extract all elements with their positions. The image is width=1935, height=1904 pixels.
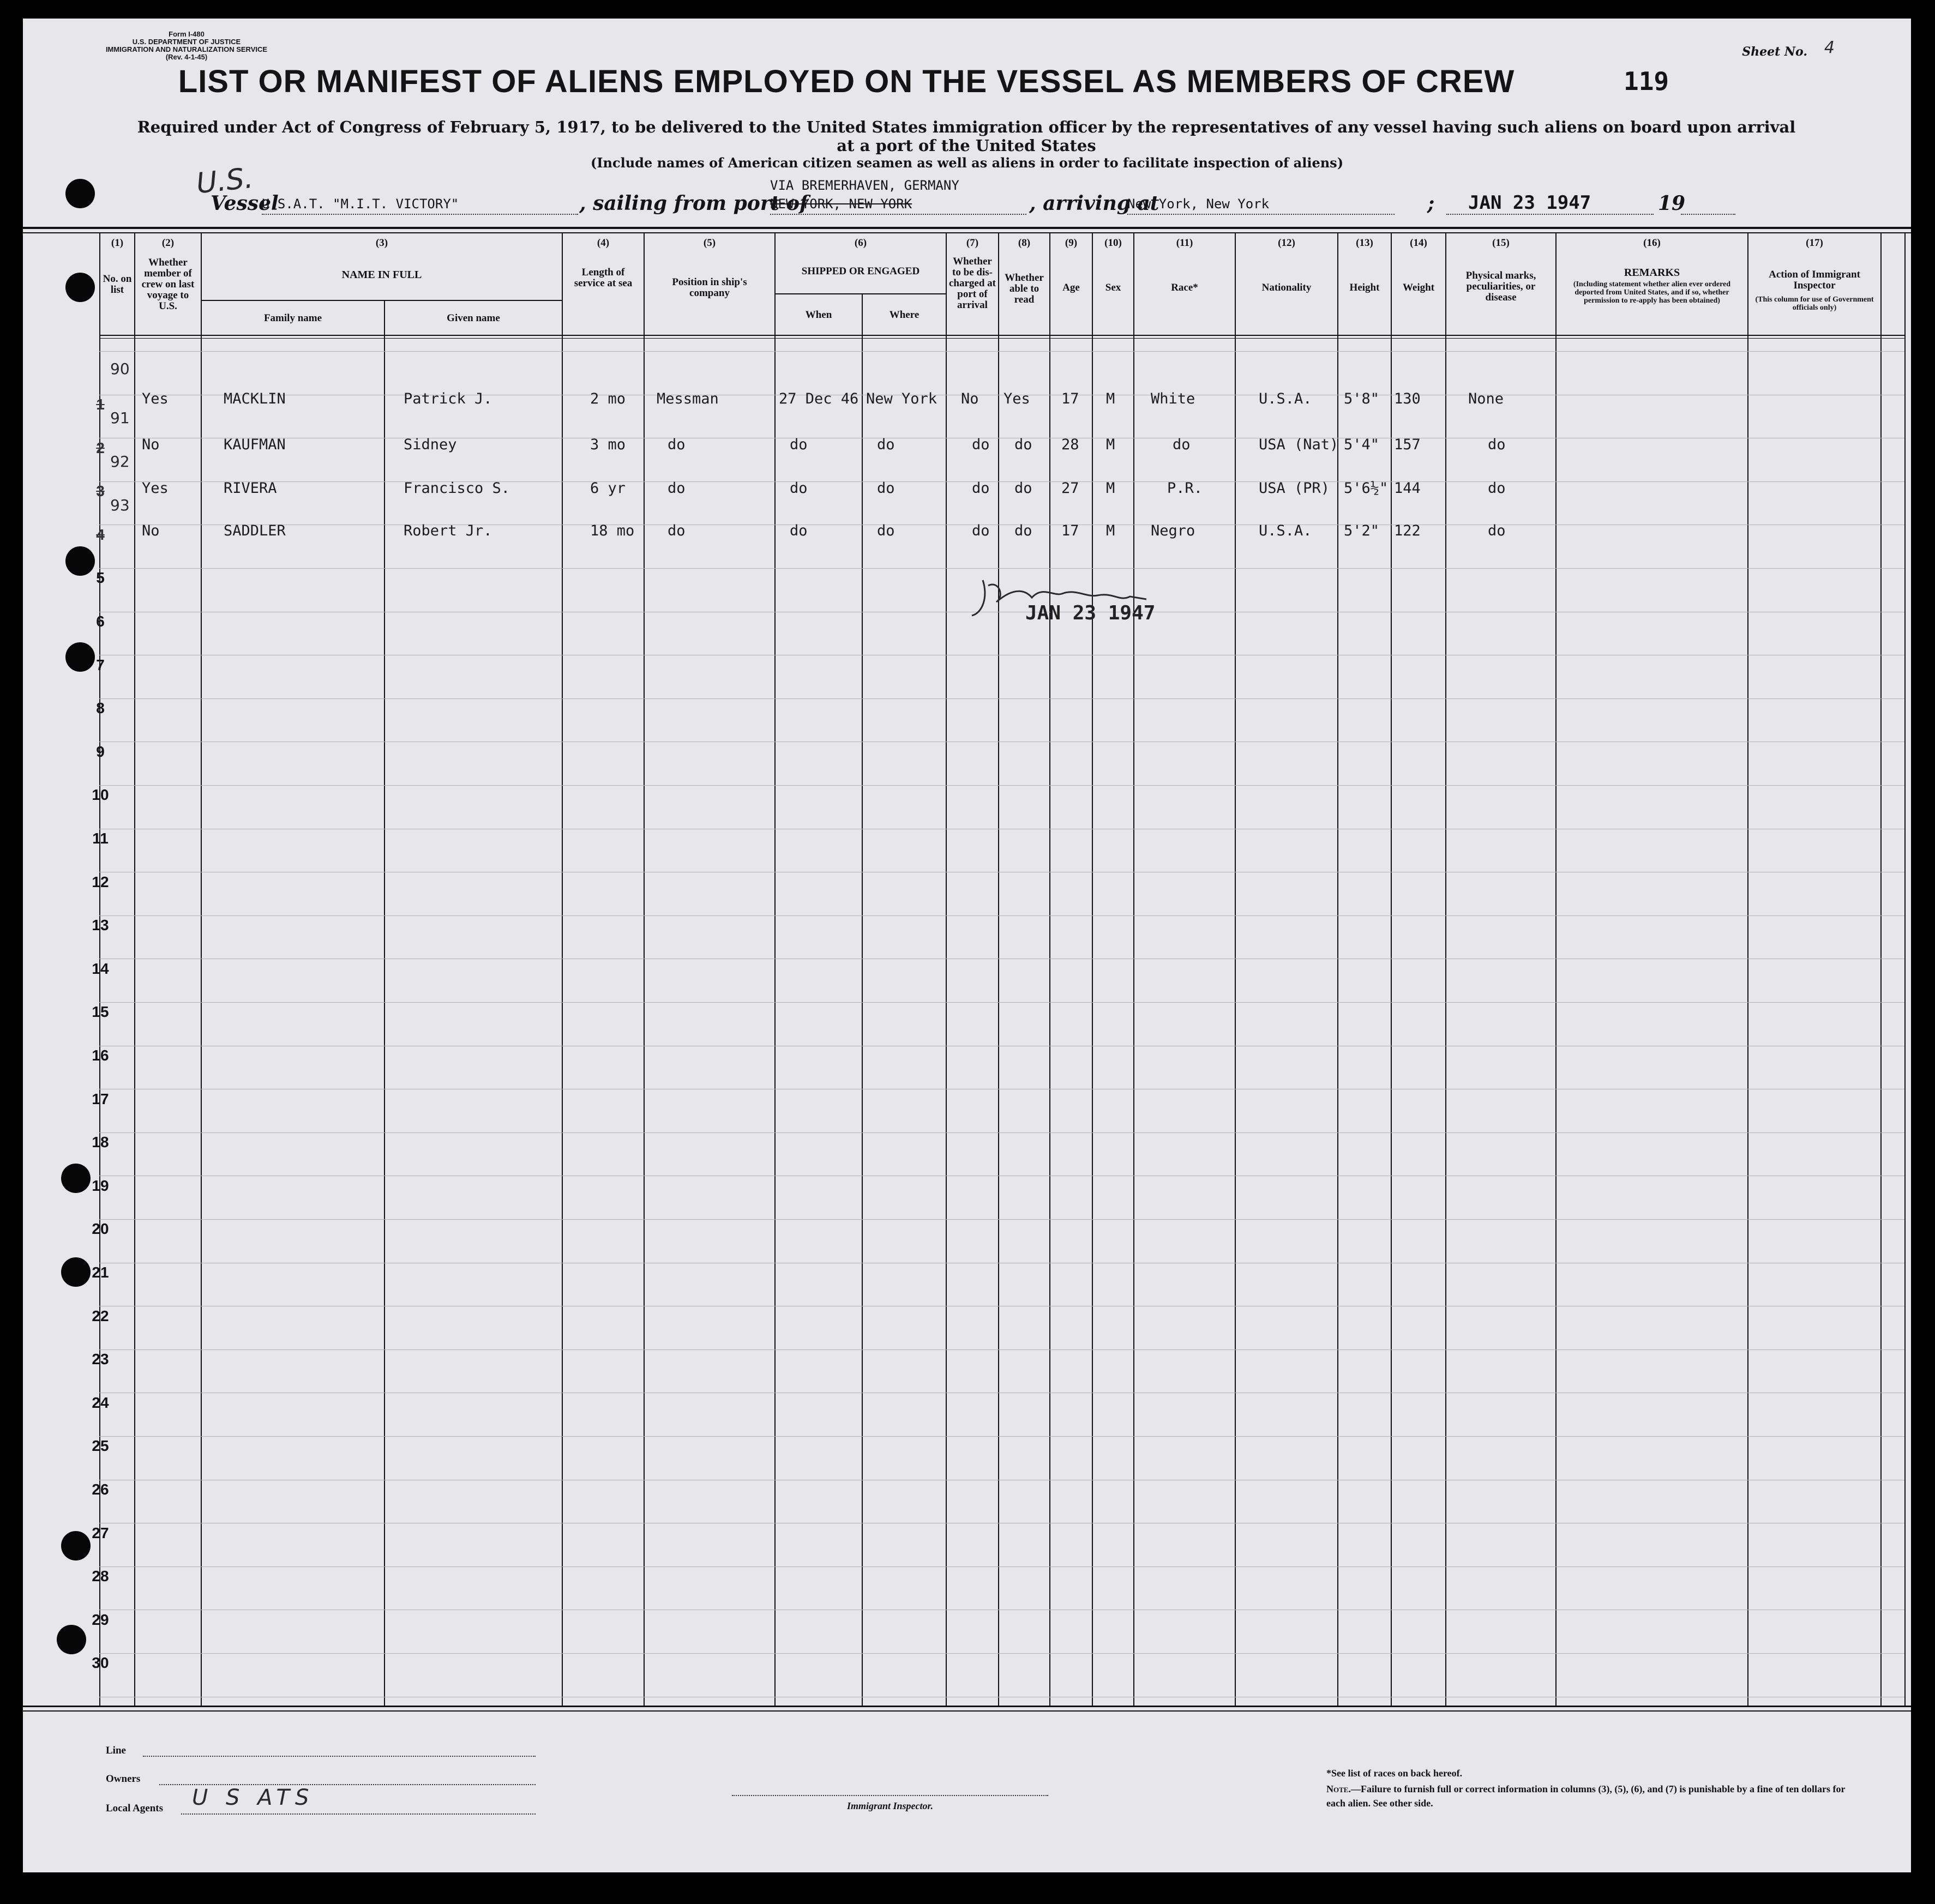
entry-weight: 130: [1394, 390, 1421, 407]
row-number: 21: [92, 1264, 109, 1281]
row-number: 11: [92, 830, 109, 847]
entry-given: Sidney: [404, 436, 457, 453]
col-8-label: Whether able to read: [1005, 272, 1044, 305]
col-16-note: (Including statement whether alien ever ordered deported from United States, and if so, whether permission to re-apply has been obtained): [1573, 280, 1731, 305]
department-name: U.S. DEPARTMENT OF JUSTICE: [132, 38, 241, 46]
entry-family: RIVERA: [224, 480, 277, 497]
arrival-date-stamp: JAN 23 1947: [1468, 192, 1591, 214]
handwritten-us-mark: U.S.: [195, 161, 255, 201]
ruled-line: [99, 698, 1904, 699]
entry-race: Negro: [1151, 522, 1195, 539]
col-5-label: Position in ship's company: [672, 276, 747, 299]
handwritten-list-number: 92: [110, 453, 130, 471]
col-13-label: Height: [1349, 282, 1380, 293]
ruled-line: [99, 351, 1904, 352]
row-number: 28: [92, 1568, 109, 1585]
col-9-number: (9): [1065, 237, 1078, 249]
punch-hole: [65, 179, 95, 208]
local-agents-label: Local Agents: [106, 1803, 164, 1814]
col-4-number: (4): [597, 237, 610, 249]
entry-marks: do: [1488, 436, 1506, 453]
entry-prior: Yes: [142, 480, 169, 497]
entry-when: do: [790, 480, 808, 497]
col-12-label: Nationality: [1261, 282, 1312, 293]
ruled-line: [99, 481, 1904, 482]
entry-height: 5'6½": [1344, 480, 1389, 497]
entry-nationality: U.S.A.: [1259, 390, 1312, 407]
entry-race: do: [1173, 436, 1191, 453]
vessel-label: Vessel: [211, 192, 279, 215]
col-1-number: (1): [111, 237, 124, 249]
col-14-label: Weight: [1402, 282, 1435, 293]
col-12-number: (12): [1278, 237, 1295, 249]
entry-when: do: [790, 436, 808, 453]
entry-when: do: [790, 522, 808, 539]
entry-service: 2 mo: [590, 390, 626, 407]
entry-sex: M: [1106, 390, 1115, 407]
vessel-name: U.S.A.T. "M.I.T. VICTORY": [262, 196, 459, 212]
col-6-number: (6): [854, 237, 867, 249]
col-17-label: Action of Immigrant Inspector: [1769, 269, 1860, 291]
col-1-label: No. on list: [103, 273, 132, 296]
entry-where: do: [877, 480, 895, 497]
ruled-line: [99, 1566, 1904, 1567]
entry-sex: M: [1106, 436, 1115, 453]
entry-sex: M: [1106, 522, 1115, 539]
requirement-text: Required under Act of Congress of February 5, 1917, to be delivered to the United States immigration officer by the representatives of any vessel having such aliens on board upon arrival at a port of the United States: [137, 118, 1796, 155]
departure-port-struck: NEW YORK, NEW YORK: [770, 196, 912, 212]
form-identifier: [88, 31, 285, 61]
entry-age: 17: [1061, 390, 1079, 407]
row-number: 10: [92, 786, 109, 804]
entry-nationality: U.S.A.: [1259, 522, 1312, 539]
row-number: 3: [96, 483, 105, 500]
sheet-number-value: 4: [1824, 38, 1835, 57]
entry-nationality: USA (PR): [1259, 480, 1330, 497]
col-5-number: (5): [703, 237, 716, 249]
entry-weight: 122: [1394, 522, 1421, 539]
row-number: 6: [96, 613, 105, 630]
col-13-number: (13): [1356, 237, 1373, 249]
row-number: 25: [92, 1437, 109, 1455]
immigrant-inspector-label: Immigrant Inspector.: [846, 1800, 934, 1811]
entry-discharged: do: [972, 436, 990, 453]
race-note: *See list of races on back hereof.: [1326, 1768, 1463, 1779]
inspection-date-stamp: JAN 23 1947: [1025, 602, 1156, 624]
owners-label: Owners: [106, 1773, 141, 1785]
col-16-label: REMARKS: [1624, 267, 1680, 279]
sheet-number-label: Sheet No.: [1742, 45, 1807, 59]
col-16-number: (16): [1643, 237, 1661, 249]
entry-position: do: [668, 522, 686, 539]
row-number: 27: [92, 1524, 109, 1541]
entry-position: Messman: [657, 390, 719, 407]
row-number: 7: [96, 656, 105, 673]
col-10-number: (10): [1104, 237, 1122, 249]
row-number: 24: [92, 1394, 109, 1411]
entry-age: 27: [1061, 480, 1079, 497]
penalty-note: [1326, 1782, 1850, 1810]
row-number: 20: [92, 1220, 109, 1238]
revision-date: (Rev. 4-1-45): [165, 53, 208, 61]
row-number: 14: [92, 960, 109, 977]
entry-height: 5'4": [1344, 436, 1380, 453]
local-agents-value: U S ATS: [192, 1785, 315, 1810]
entry-marks: do: [1488, 480, 1506, 497]
line-label: Line: [106, 1745, 126, 1756]
arrival-port: New York, New York: [1127, 196, 1270, 212]
entry-where: do: [877, 522, 895, 539]
entry-read: do: [1014, 522, 1032, 539]
col-4-label: Length of service at sea: [574, 267, 633, 289]
row-number: 26: [92, 1481, 109, 1498]
col-15-number: (15): [1492, 237, 1510, 249]
row-number: 22: [92, 1307, 109, 1324]
entry-marks: None: [1468, 390, 1504, 407]
col-6-when: When: [805, 309, 832, 321]
col-8-number: (8): [1018, 237, 1031, 249]
row-number: 16: [92, 1047, 109, 1064]
row-number: 15: [92, 1003, 109, 1021]
entry-discharged: No: [961, 390, 979, 407]
entry-family: MACKLIN: [224, 390, 286, 407]
entry-read: do: [1014, 436, 1032, 453]
entry-nationality: USA (Nat): [1259, 436, 1339, 453]
ruled-line: [99, 1436, 1904, 1437]
ruled-line: [99, 1653, 1904, 1654]
row-number: 23: [92, 1351, 109, 1368]
col-2-label: Whether member of crew on last voyage to U.S.: [141, 257, 195, 312]
ruled-line: [99, 785, 1904, 786]
col-3-family-name: Family name: [263, 312, 322, 324]
departure-via-note: VIA BREMERHAVEN, GERMANY: [770, 178, 959, 193]
row-number: 4: [96, 526, 105, 543]
entry-sex: M: [1106, 480, 1115, 497]
entry-prior: No: [142, 436, 160, 453]
entry-position: do: [668, 480, 686, 497]
entry-where: do: [877, 436, 895, 453]
page-title: LIST OR MANIFEST OF ALIENS EMPLOYED ON THE VESSEL AS MEMBERS OF CREW: [178, 64, 1515, 99]
entry-service: 18 mo: [590, 522, 635, 539]
entry-weight: 157: [1394, 436, 1421, 453]
entry-where: New York: [866, 390, 938, 407]
col-9-label: Age: [1062, 282, 1080, 293]
entry-height: 5'8": [1344, 390, 1380, 407]
ruled-line: [99, 1132, 1904, 1133]
row-number: 5: [96, 569, 105, 587]
form-number: Form I-480: [169, 30, 205, 38]
note-text: —Failure to furnish full or correct information in columns (3), (5), (6), and (7) is punishable by a fine of ten dollars for each alien. See other side.: [1326, 1784, 1846, 1809]
entry-weight: 144: [1394, 480, 1421, 497]
entry-marks: do: [1488, 522, 1506, 539]
row-number: 2: [96, 439, 105, 456]
col-2-number: (2): [161, 237, 175, 249]
include-note: (Include names of American citizen seamen as well as aliens in order to facilitate inspection of aliens): [590, 155, 1344, 171]
col-7-label: Whether to be dis-charged at port of arrival: [949, 256, 996, 311]
ruled-line: [99, 915, 1904, 916]
entry-age: 28: [1061, 436, 1079, 453]
col-7-number: (7): [966, 237, 979, 249]
entry-given: Francisco S.: [404, 480, 510, 497]
entry-when: 27 Dec 46: [779, 390, 859, 407]
row-number: 8: [96, 700, 105, 717]
row-number: 12: [92, 873, 109, 890]
col-14-number: (14): [1410, 237, 1427, 249]
row-number: 17: [92, 1090, 109, 1107]
handwritten-list-number: 93: [110, 496, 130, 514]
entry-family: KAUFMAN: [224, 436, 286, 453]
col-6-label: SHIPPED OR ENGAGED: [801, 266, 920, 277]
entry-age: 17: [1061, 522, 1079, 539]
entry-read: Yes: [1003, 390, 1030, 407]
entry-given: Robert Jr.: [404, 522, 492, 539]
ruled-line: [99, 1219, 1904, 1220]
col-17-number: (17): [1806, 237, 1823, 249]
col-11-label: Race*: [1171, 282, 1198, 293]
entry-family: SADDLER: [224, 522, 286, 539]
col-3-number: (3): [375, 237, 388, 249]
entry-prior: Yes: [142, 390, 169, 407]
punch-hole: [65, 273, 95, 302]
service-name: IMMIGRATION AND NATURALIZATION SERVICE: [105, 45, 268, 53]
col-15-label: Physical marks, peculiarities, or disease: [1465, 270, 1536, 303]
col-17-note: (This column for use of Government officials only): [1755, 296, 1874, 312]
entry-position: do: [668, 436, 686, 453]
punch-hole: [57, 1625, 86, 1654]
row-number: 18: [92, 1134, 109, 1151]
entry-given: Patrick J.: [404, 390, 492, 407]
col-3-given-name: Given name: [447, 312, 500, 324]
col-10-label: Sex: [1105, 282, 1121, 293]
entry-read: do: [1014, 480, 1032, 497]
ruled-line: [99, 1002, 1904, 1003]
ruled-line: [99, 1349, 1904, 1350]
row-number: 29: [92, 1611, 109, 1628]
note-label: Note.: [1326, 1784, 1351, 1794]
sailing-label: , sailing from port of: [579, 192, 808, 215]
entry-prior: No: [142, 522, 160, 539]
handwritten-list-number: 90: [110, 360, 130, 378]
arriving-label: , arriving at: [1029, 192, 1159, 215]
col-11-number: (11): [1176, 237, 1193, 249]
row-number: 1: [96, 396, 105, 413]
row-number: 13: [92, 917, 109, 934]
row-number: 19: [92, 1177, 109, 1194]
row-number: 30: [92, 1654, 109, 1672]
entry-discharged: do: [972, 480, 990, 497]
entry-service: 3 mo: [590, 436, 626, 453]
manifest-sheet: [23, 19, 1911, 1872]
year-prefix: 19: [1658, 192, 1686, 215]
entry-race: P.R.: [1167, 480, 1203, 497]
entry-height: 5'2": [1344, 522, 1380, 539]
col-6-where: Where: [889, 309, 920, 321]
entry-race: White: [1151, 390, 1195, 407]
separator-semicolon: ;: [1427, 192, 1435, 215]
entry-service: 6 yr: [590, 480, 626, 497]
row-number: 9: [96, 743, 105, 760]
entry-discharged: do: [972, 522, 990, 539]
handwritten-list-number: 91: [110, 409, 130, 427]
col-3-label: NAME IN FULL: [341, 269, 422, 281]
stamped-page-number: 119: [1624, 67, 1669, 96]
